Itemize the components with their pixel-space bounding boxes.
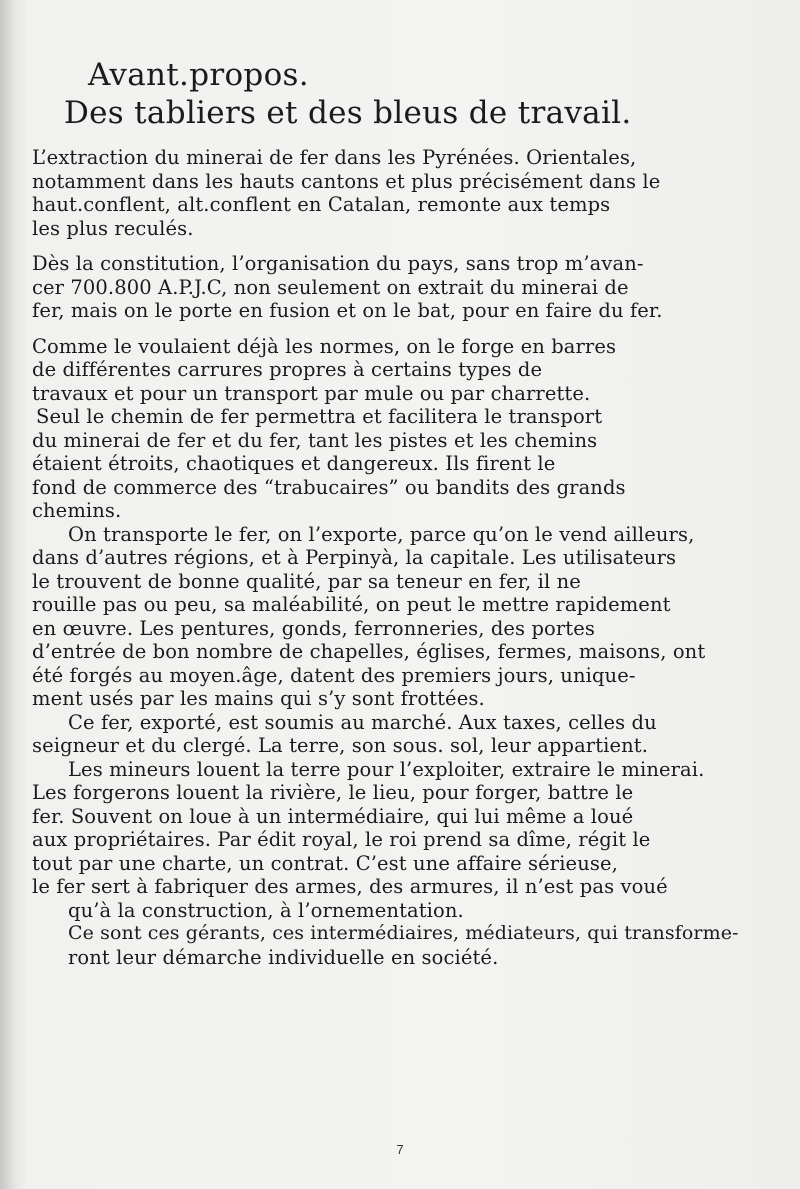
text-line: rouille pas ou peu, sa maléabilité, on peut le mettre rapidement xyxy=(32,593,671,616)
text-line: travaux et pour un transport par mule ou par charrette. xyxy=(32,381,591,405)
text-line: Seul le chemin de fer permettra et facilitera le transport xyxy=(36,405,603,428)
text-line: notamment dans les hauts cantons et plus précisément dans le xyxy=(32,169,661,193)
paragraph-3 xyxy=(32,335,752,970)
text-line: Ce sont ces gérants, ces intermédiaires, médiateurs, qui transforme- xyxy=(68,922,739,944)
text-line: le trouvent de bonne qualité, par sa teneur en fer, il ne xyxy=(32,569,581,593)
text-line: Comme le voulaient déjà les normes, on le forge en barres xyxy=(32,334,617,358)
text-line: été forgés au moyen.âge, datent des premiers jours, unique- xyxy=(32,663,636,687)
text-line: ront leur démarche individuelle en société. xyxy=(68,945,499,969)
foreword-title: Avant.propos. xyxy=(88,57,309,93)
text-line: le fer sert à fabriquer des armes, des armures, il n’est pas voué xyxy=(32,875,668,898)
text-line: de différentes carrures propres à certains types de xyxy=(32,358,543,381)
text-line: seigneur et du clergé. La terre, son sous. sol, leur appartient. xyxy=(32,734,649,757)
text-line: fond de commerce des “trabucaires” ou bandits des grands xyxy=(32,475,626,499)
text-line: dans d’autres régions, et à Perpinyà, la capitale. Les utilisateurs xyxy=(32,546,677,569)
text-line: ment usés par les mains qui s’y sont frottées. xyxy=(32,687,485,710)
text-line: les plus reculés. xyxy=(32,216,194,240)
text-line: aux propriétaires. Par édit royal, le roi prend sa dîme, régit le xyxy=(32,828,651,851)
text-line: haut.conflent, alt.conflent en Catalan, remonte aux temps xyxy=(32,193,611,216)
binding-shadow xyxy=(0,0,16,1189)
text-line: Les forgerons louent la rivière, le lieu, pour forger, battre le xyxy=(32,781,634,804)
text-line: On transporte le fer, on l’exporte, parce qu’on le vend ailleurs, xyxy=(68,522,695,546)
text-line: fer. Souvent on loue à un intermédiaire, qui lui même a loué xyxy=(32,804,634,828)
text-line: en œuvre. Les pentures, gonds, ferronneries, des portes xyxy=(32,616,595,640)
text-line: du minerai de fer et du fer, tant les pistes et les chemins xyxy=(32,428,598,452)
text-line: fer, mais on le porte en fusion et on le bat, pour en faire du fer. xyxy=(32,299,663,322)
chapter-title: Des tabliers et des bleus de travail. xyxy=(64,95,632,131)
text-line: étaient étroits, chaotiques et dangereux. Ils firent le xyxy=(32,452,556,475)
text-line: Les mineurs louent la terre pour l’exploiter, extraire le minerai. xyxy=(68,757,705,781)
paragraph-1 xyxy=(32,146,752,240)
page-content xyxy=(32,56,752,981)
text-line: cer 700.800 A.P.J.C, non seulement on extrait du minerai de xyxy=(32,275,629,299)
paragraph-2 xyxy=(32,252,752,323)
page-number: 7 xyxy=(396,1142,404,1157)
text-line: L’extraction du minerai de fer dans les Pyrénées. Orientales, xyxy=(32,146,637,169)
text-line: Ce fer, exporté, est soumis au marché. Aux taxes, celles du xyxy=(68,710,657,734)
text-line: chemins. xyxy=(32,499,122,522)
text-line: tout par une charte, un contrat. C’est une affaire sérieuse, xyxy=(32,851,618,875)
text-line: qu’à la construction, à l’ornementation. xyxy=(68,898,464,922)
text-line: Dès la constitution, l’organisation du pays, sans trop m’avan- xyxy=(32,252,644,275)
text-line: d’entrée de bon nombre de chapelles, églises, fermes, maisons, ont xyxy=(32,640,706,663)
